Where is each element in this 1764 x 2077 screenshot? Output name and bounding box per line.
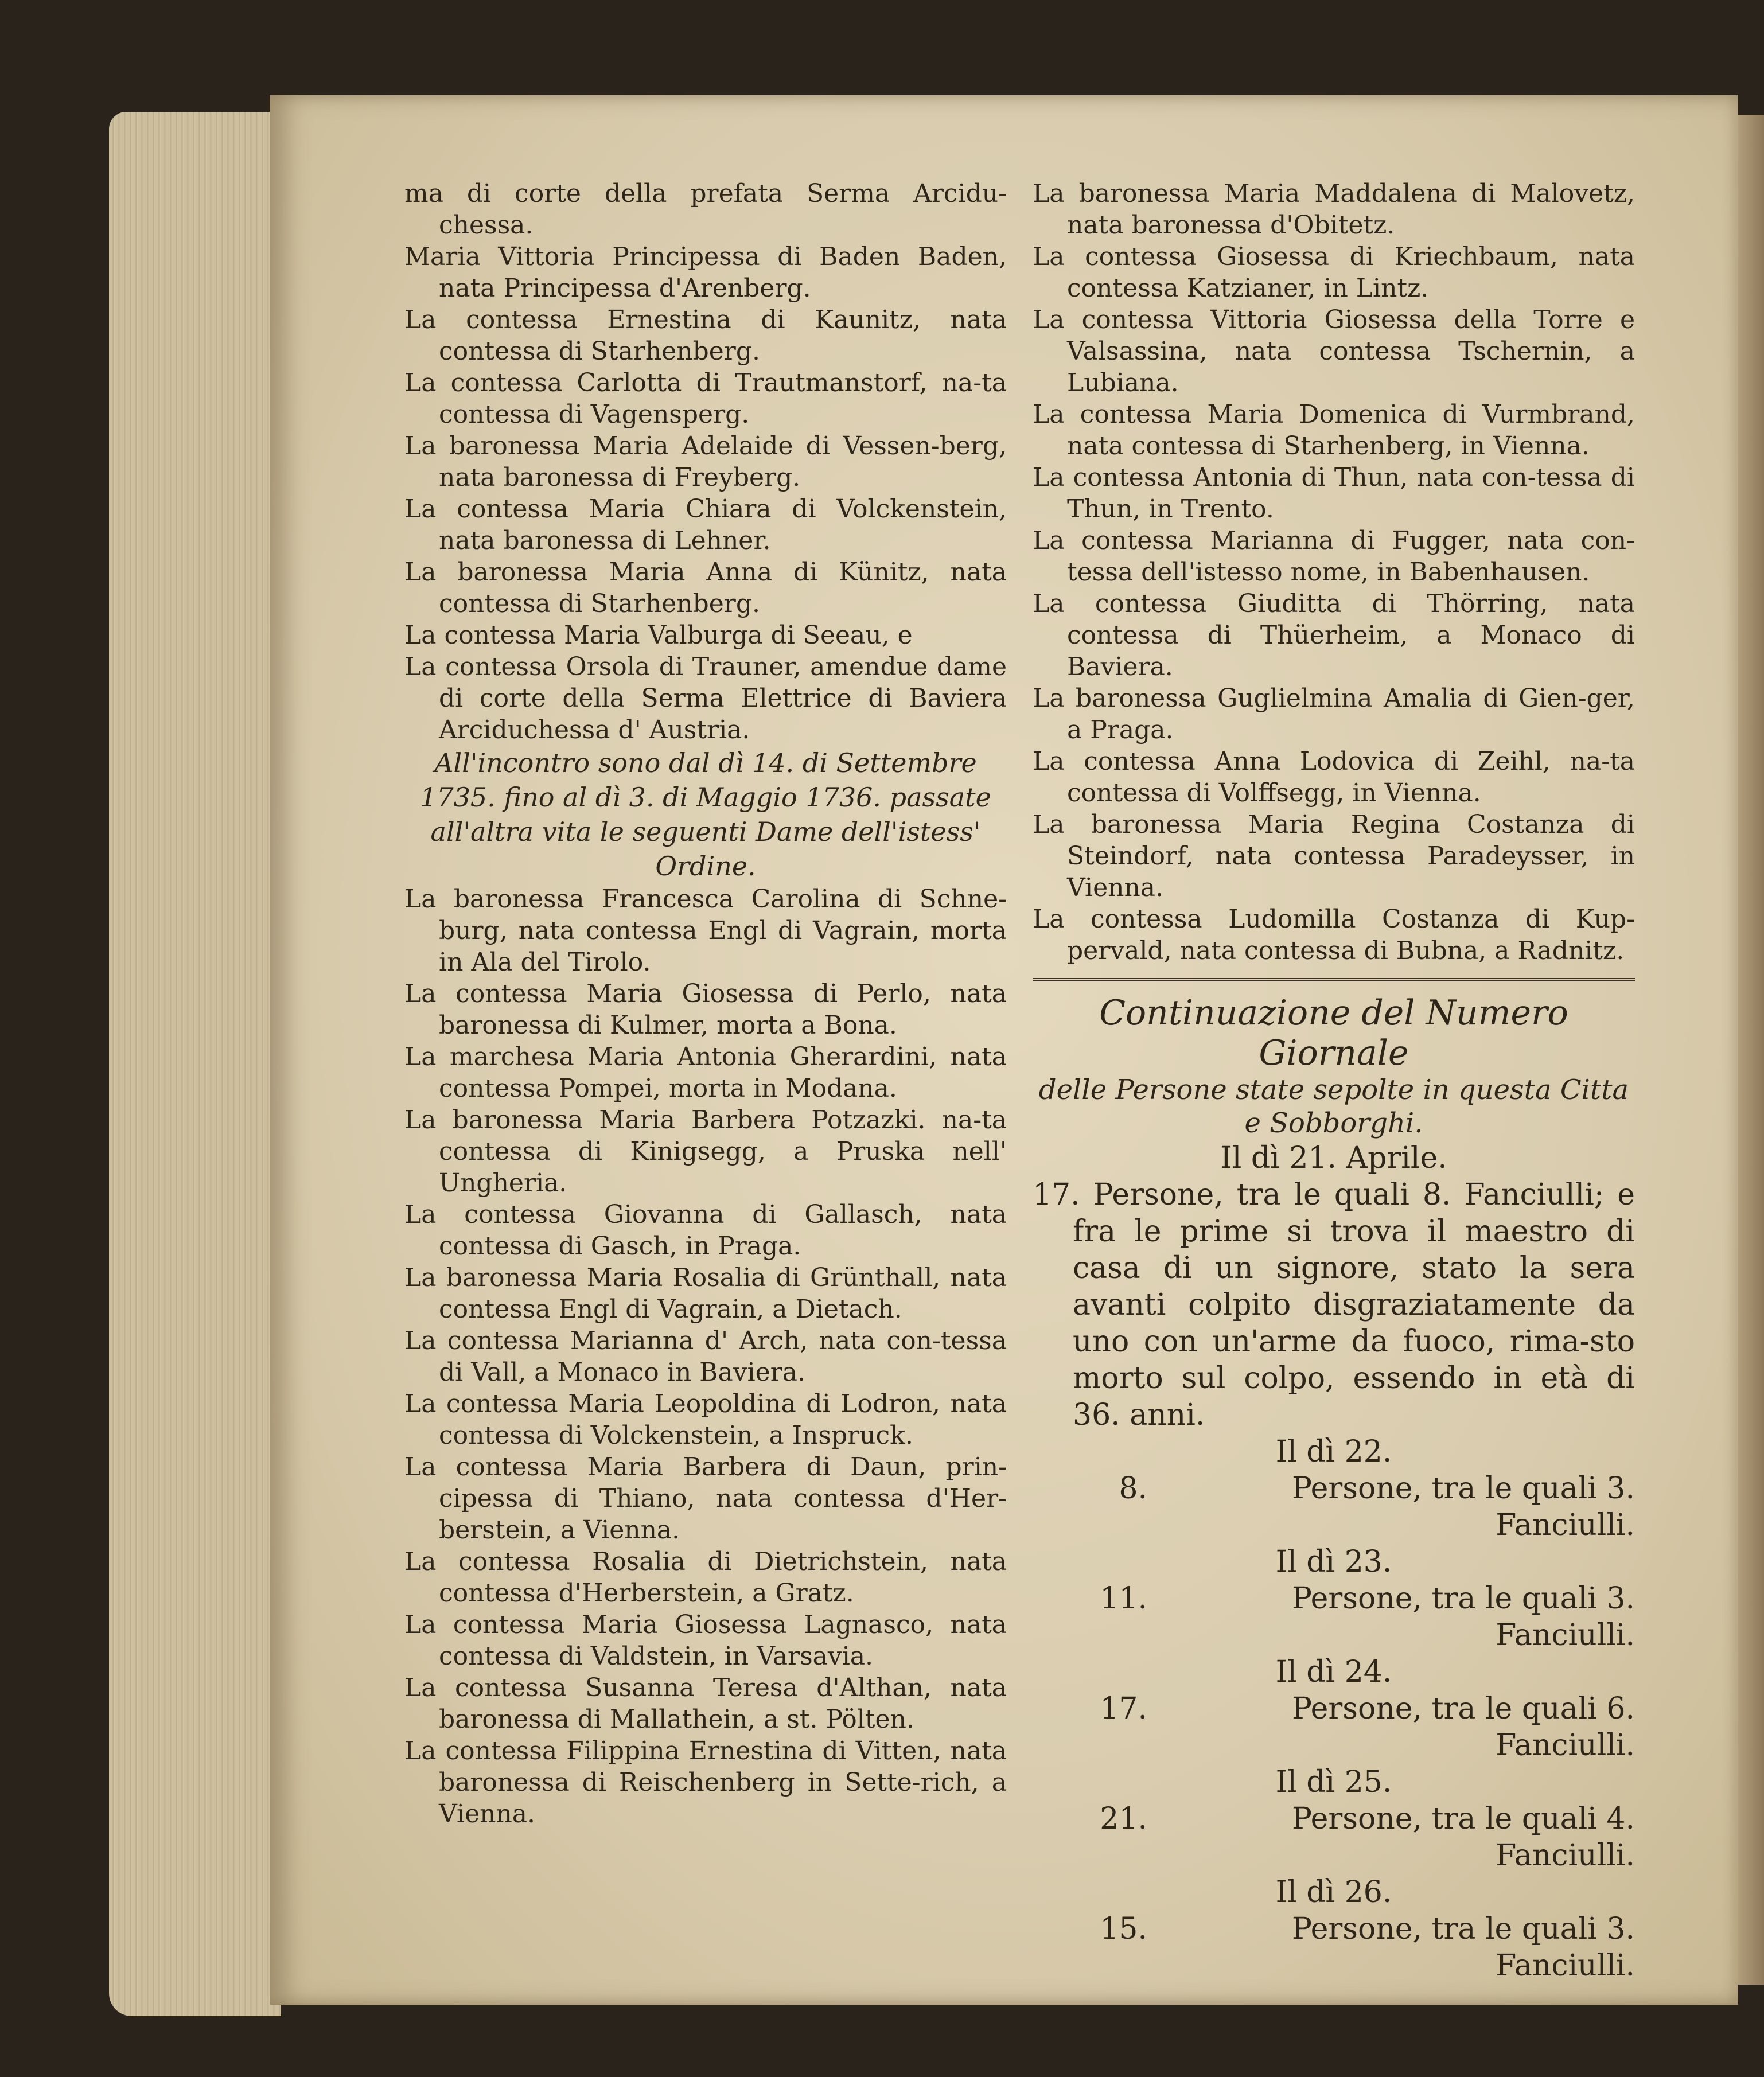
list-item: La contessa Vittoria Giosessa della Torre e Valsassina, nata contessa Tschernin, a Lubiana.: [1033, 305, 1635, 398]
list-item: La contessa Marianna d' Arch, nata con-tessa di Vall, a Monaco in Baviera.: [404, 1326, 1007, 1387]
list-item: La baronessa Maria Regina Costanza di Steindorf, nata contessa Paradeysser, in Vienna.: [1033, 810, 1635, 902]
list-item: La baronessa Guglielmina Amalia di Gien-ger, a Praga.: [1033, 684, 1635, 745]
list-item: La contessa Rosalia di Dietrichstein, nata contessa d'Herberstein, a Gratz.: [404, 1547, 1007, 1608]
list-item: La contessa Maria Leopoldina di Lodron, nata contessa di Volckenstein, a Inspruck.: [404, 1389, 1007, 1450]
list-item: La baronessa Maria Anna di Künitz, nata contessa di Starhenberg.: [404, 558, 1007, 618]
section-subheading: e Sobborghi.: [1244, 1107, 1423, 1139]
list-item: ma di corte della prefata Serma Arcidu-chessa.: [404, 179, 1007, 240]
section-subheading: delle Persone state sepolte in questa Citta: [1038, 1074, 1629, 1106]
list-item: La contessa Ludomilla Costanza di Kup-pervald, nata contessa di Bubna, a Radnitz.: [1033, 905, 1635, 965]
left-column: [404, 178, 1007, 1830]
list-item: La contessa Carlotta di Trautmanstorf, na-ta contessa di Vagensperg.: [404, 368, 1007, 429]
list-item: La contessa Maria Chiara di Volckenstein, nata baronessa di Lehner.: [404, 494, 1007, 555]
list-item: La baronessa Maria Barbera Potzazki. na-ta contessa di Kinigsegg, a Pruska nell' Ungheria.: [404, 1105, 1007, 1198]
burial-register: [1033, 1140, 1635, 1984]
right-column: [1033, 178, 1635, 1984]
list-item: La contessa Maria Valburga di Seeau, e: [404, 621, 913, 650]
book-page-edges: [109, 112, 281, 2016]
list-item: La contessa Antonia di Thun, nata con-tessa di Thun, in Trento.: [1033, 463, 1635, 524]
register-text: Persone, tra le quali 3. Fanciulli.: [1292, 1471, 1635, 1542]
register-count: 17.: [1100, 1692, 1147, 1726]
list-item: La contessa Giosessa di Kriechbaum, nata contessa Katzianer, in Lintz.: [1033, 242, 1635, 303]
date-heading: Il dì 25.: [1275, 1765, 1392, 1799]
list-item: La baronessa Maria Rosalia di Grünthall, nata contessa Engl di Vagrain, a Dietach.: [404, 1263, 1007, 1324]
list-item: La contessa Marianna di Fugger, nata con-tessa dell'istesso nome, in Babenhausen.: [1033, 526, 1635, 587]
register-text: Persone, tra le quali 6. Fanciulli.: [1292, 1692, 1635, 1763]
list-item: La contessa Orsola di Trauner, amendue dame di corte della Serma Elettrice di Baviera Arciduchessa d' Austria.: [404, 652, 1007, 745]
register-row: [1033, 1690, 1635, 1764]
list-item: La contessa Susanna Teresa d'Althan, nata baronessa di Mallathein, a st. Pölten.: [404, 1673, 1007, 1734]
register-text: Persone, tra le quali 4. Fanciulli.: [1292, 1802, 1635, 1873]
date-heading: Il dì 21. Aprile.: [1220, 1141, 1447, 1175]
list-item: La contessa Anna Lodovica di Zeihl, na-ta contessa di Volffsegg, in Vienna.: [1033, 747, 1635, 808]
date-heading: Il dì 23.: [1275, 1545, 1392, 1579]
date-heading: Il dì 22.: [1275, 1435, 1392, 1469]
register-count: 11.: [1100, 1581, 1147, 1616]
list-item: La contessa Ernestina di Kaunitz, nata contessa di Starhenberg.: [404, 305, 1007, 366]
section-divider: [1033, 978, 1635, 981]
register-row: [1033, 1470, 1635, 1544]
list-item: La contessa Maria Domenica di Vurmbrand, nata contessa di Starhenberg, in Vienna.: [1033, 400, 1635, 461]
list-item: La marchesa Maria Antonia Gherardini, nata contessa Pompei, morta in Modana.: [404, 1042, 1007, 1103]
register-row: [1033, 1911, 1635, 1984]
register-row: [1033, 1580, 1635, 1654]
register-count: 8.: [1119, 1471, 1147, 1506]
list-item: La baronessa Maria Adelaide di Vessen-berg, nata baronessa di Freyberg.: [404, 431, 1007, 492]
date-heading: Il dì 26.: [1275, 1875, 1392, 1910]
register-count: 21.: [1100, 1802, 1147, 1836]
register-count: 15.: [1100, 1912, 1147, 1946]
list-item: La contessa Maria Barbera di Daun, prin-cipessa di Thiano, nata contessa d'Her-berstein, a Vienna.: [404, 1452, 1007, 1545]
list-item: La baronessa Francesca Carolina di Schne-burg, nata contessa Engl di Vagrain, morta in Ala del Tirolo.: [404, 884, 1007, 977]
register-row: [1033, 1801, 1635, 1874]
list-item: Maria Vittoria Principessa di Baden Baden, nata Principessa d'Arenberg.: [404, 242, 1007, 303]
register-text: Persone, tra le quali 3. Fanciulli.: [1292, 1912, 1635, 1983]
section-heading: Continuazione del Numero Giornale: [1099, 993, 1568, 1073]
list-item: La contessa Maria Giosessa di Perlo, nata baronessa di Kulmer, morta a Bona.: [404, 979, 1007, 1040]
register-entry: 17. Persone, tra le quali 8. Fanciulli; e fra le prime si trova il maestro di casa di un signore, stato la sera avanti colpito disgraziatamente da uno con un'arme da fuoco, rima-sto morto sul colpo, essendo in età di 36. anni.: [1033, 1178, 1635, 1432]
date-heading: Il dì 24.: [1275, 1655, 1392, 1689]
list-item: La contessa Filippina Ernestina di Vitten, nata baronessa di Reischenberg in Sette-rich, a Vienna.: [404, 1736, 1007, 1829]
list-item: La baronessa Maria Maddalena di Malovetz, nata baronessa d'Obitetz.: [1033, 179, 1635, 240]
list-item: La contessa Giovanna di Gallasch, nata contessa di Gasch, in Praga.: [404, 1200, 1007, 1261]
list-item: La contessa Maria Giosessa Lagnasco, nata contessa di Valdstein, in Varsavia.: [404, 1610, 1007, 1671]
italic-note: All'incontro sono dal dì 14. di Settembre 1735. fino al dì 3. di Maggio 1736. passate all'altra vita le seguenti Dame dell'istess' Ordine.: [420, 747, 991, 882]
register-text: Persone, tra le quali 3. Fanciulli.: [1292, 1581, 1635, 1653]
list-item: La contessa Giuditta di Thörring, nata contessa di Thüerheim, a Monaco di Baviera.: [1033, 589, 1635, 681]
